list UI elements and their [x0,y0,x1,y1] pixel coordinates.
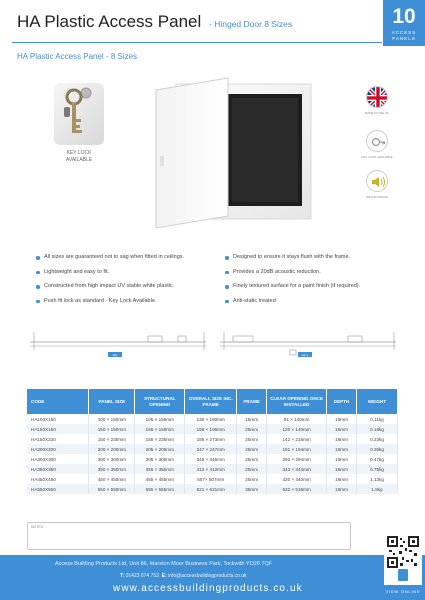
features-list-left [36,254,184,312]
qr-code-icon [384,533,422,585]
table-cell: HA300X300 [27,454,89,464]
table-cell: 25mm [237,444,267,454]
table-body [27,414,398,494]
table-cell: 16mm [327,474,357,484]
diagram-left [30,332,206,357]
table-cell: 155 × 155mm [135,424,185,434]
category-label-1: ACCESS [391,30,417,35]
table-cell: 532 × 516mm [267,484,327,494]
col-weight: WEIGHT [357,389,398,414]
col-panel-size: PANEL SIZE [89,389,135,414]
col-code: CODE [27,389,89,414]
header-rule [12,42,382,43]
page-footer [0,555,425,600]
table-cell: 550 × 550mm [89,484,135,494]
table-cell: 343 × 344mm [267,464,327,474]
table-cell: 25mm [237,424,267,434]
category-number: 10 [392,5,416,28]
table-cell: 25mm [237,434,267,444]
table-cell: HA350X350 [27,464,89,474]
title-main: HA Plastic Access Panel [17,12,202,31]
table-cell: 150 × 230mm [89,434,135,444]
table-cell: 35mm [237,484,267,494]
table-cell: 350 × 350mm [89,464,135,474]
col-depth: DEPTH [327,389,357,414]
table-cell: 420 × 440mm [267,474,327,484]
table-cell: 300 × 300mm [89,454,135,464]
table-cell: HA100X150 [27,414,89,424]
badge-caption: MADE IN THE UK [364,111,390,115]
feature-item: All sizes are guaranteed not to sag when fitted in ceilings. [36,254,184,261]
table-cell: 25mm [237,454,267,464]
key-icon [54,83,104,145]
table-cell: 455 × 455mm [135,474,185,484]
category-label-2: PANELS [392,35,416,41]
table-cell: 412 × 412mm [185,464,237,474]
table-row [27,434,398,444]
table-cell: 16mm [327,464,357,474]
access-panel-illustration [146,76,316,246]
table-cell: 16mm [327,424,357,434]
table-cell: 16mm [327,444,357,454]
table-cell: 15mm [237,414,267,424]
feature-item: Constructed from high impact UV stable white plastic. [36,283,184,290]
table-row [27,484,398,494]
notes-label: NOTES: [31,525,45,529]
page-title [17,12,292,32]
table-cell: 105 × 155mm [135,414,185,424]
qr-caption: VIEW ONLINE [385,589,421,594]
table-cell: 16mm [327,414,357,424]
access-panel-photo [146,76,316,246]
table-cell: 130 × 180mm [185,414,237,424]
table-cell: 91 × 140mm [267,414,327,424]
table-cell: 142 × 216mm [267,434,327,444]
col-clear-opening: CLEAR OPENING ONCE INSTALLED [267,389,327,414]
table-row [27,474,398,484]
key-lock-icon [366,130,388,152]
table-row [27,414,398,424]
qr-code[interactable] [384,533,422,585]
telephone: 01423 874 753 [125,573,159,579]
table-row [27,444,398,454]
table-cell: 305 × 305mm [135,454,185,464]
table-cell: 1.13kg [357,474,398,484]
table-cell: 0.18kg [357,424,398,434]
table-cell: 293 × 294mm [267,454,327,464]
table-row [27,454,398,464]
table-cell: 1.8kg [357,484,398,494]
table-cell: 0.23kg [357,434,398,444]
badge-caption: SOUND PROOF [365,195,389,199]
table-cell: 0.11kg [357,414,398,424]
col-frame: FRAME [237,389,267,414]
union-flag-icon [366,86,388,108]
key-lock-caption: KEY LOCK AVAILABLE [65,150,93,163]
col-overall-size: OVERALL SIZE INC. FRAME [185,389,237,414]
notes-box [27,522,351,550]
table-cell: 196 × 196mm [185,424,237,434]
table-cell: HA150X230 [27,434,89,444]
table-cell: 191 × 194mm [267,444,327,454]
key-lock-photo [54,83,104,145]
title-subtitle: - Hinged Door 8 Sizes [209,19,293,29]
table-cell: HA150X150 [27,424,89,434]
email-link[interactable]: info@accessbuildingproducts.co.uk [168,573,247,579]
table-cell: HA550X550 [27,484,89,494]
table-cell: 555 × 555mm [135,484,185,494]
specification-table [27,389,398,494]
category-badge [383,0,425,46]
table-cell: 0.75kg [357,464,398,474]
badge-caption: KEY LOCK AVAILABLE [361,155,393,159]
table-cell: 507× 507mm [185,474,237,484]
table-cell: 25mm [237,464,267,474]
diagram-tag: WA [112,352,118,357]
installation-diagrams [28,322,398,362]
features-list-right [225,254,360,312]
table-cell: 621 × 621mm [185,484,237,494]
section-subtitle: HA Plastic Access Panel - 8 Sizes [17,52,138,61]
col-structural-opening: STRUCTURAL OPENING [135,389,185,414]
feature-item: Lightweight and easy to fit. [36,269,184,276]
diagram-right [220,332,396,357]
company-address: Access Building Products Ltd, Unit 86, Marston Moor Business Park, Tockwith YO26 7QF [55,561,273,567]
table-cell: 355 × 355mm [135,464,185,474]
table-cell: 450 × 450mm [89,474,135,484]
website-link[interactable]: www.accessbuildingproducts.co.uk [113,583,303,594]
table-cell: 16mm [327,434,357,444]
table-cell: 155 × 235mm [135,434,185,444]
table-cell: HA450X450 [27,474,89,484]
table-cell: HA200X200 [27,444,89,454]
page-header [0,0,425,46]
feature-item: Designed to ensure it stays flush with the frame. [225,254,360,261]
table-cell: 150 × 150mm [89,424,135,434]
table-row [27,424,398,434]
table-cell: 247 × 247mm [185,444,237,454]
table-cell: 100 × 150mm [89,414,135,424]
feature-item: Anti-static treated [225,298,360,305]
feature-item: Provides a 20dB acoustic reduction. [225,269,360,276]
table-cell: 120 × 140mm [267,424,327,434]
feature-item: Push fit lock as standard - Key Lock Available. [36,298,184,305]
table-cell: 0.26kg [357,444,398,454]
feature-item: Finely textured surface for a paint finish (if required). [225,283,360,290]
table-cell: 200 × 200mm [89,444,135,454]
table-row [27,464,398,474]
contact-line: T: 01423 874 753 E: info@accessbuildingproducts.co.uk [120,573,247,579]
table-cell: 345 × 345mm [185,454,237,464]
sound-reduction-icon [366,170,388,192]
diagram-tag: HA-L [301,352,309,357]
table-header-row [27,389,398,414]
table-cell: 0.47kg [357,454,398,464]
table-cell: 16mm [327,484,357,494]
table-cell: 16mm [327,454,357,464]
table-cell: 205 × 205mm [135,444,185,454]
table-cell: 195 × 273mm [185,434,237,444]
table-cell: 25mm [237,474,267,484]
